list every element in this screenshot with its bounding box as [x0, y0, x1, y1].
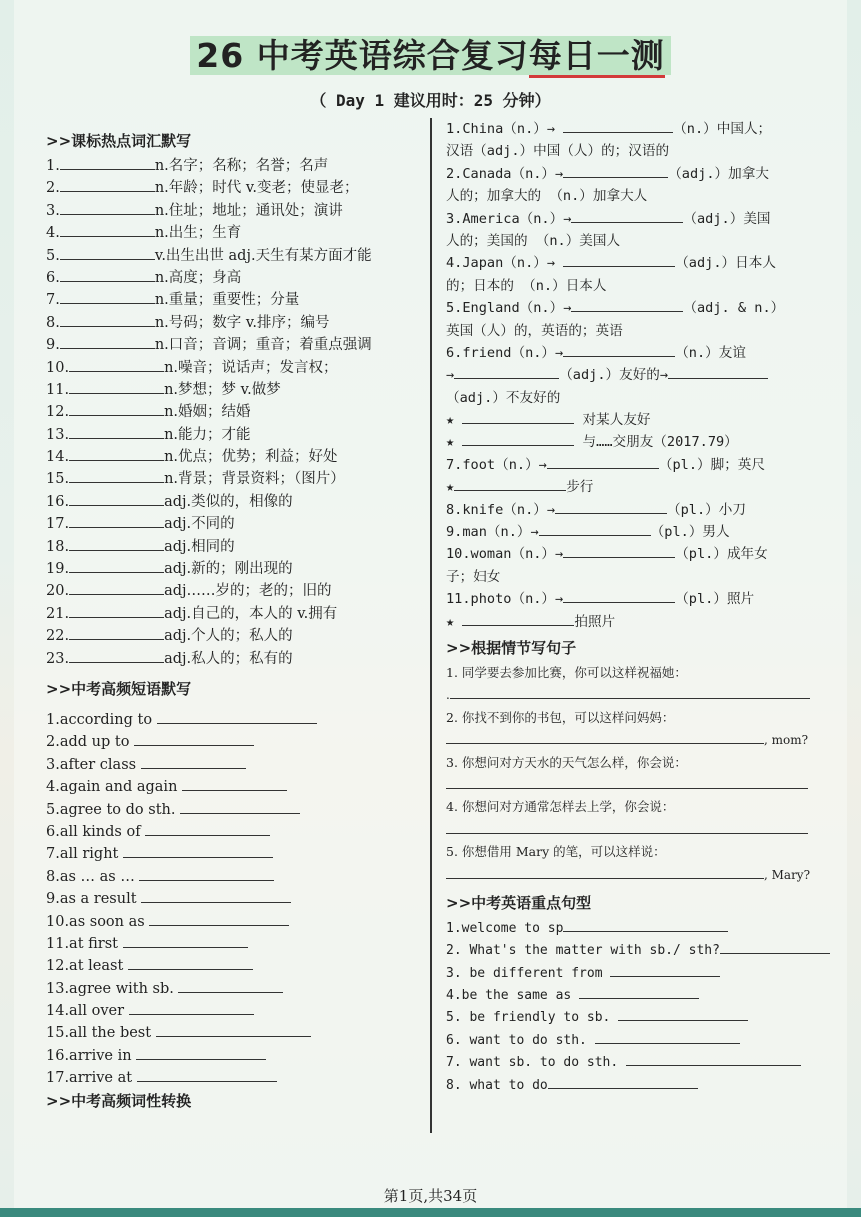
- answer-blank[interactable]: [454, 364, 559, 379]
- phrase-text: 8.as … as …: [46, 868, 140, 885]
- item-number: 15.: [46, 471, 70, 488]
- answer-blank[interactable]: [69, 625, 164, 640]
- phrase-text: 12.at least: [46, 958, 128, 975]
- line-text: （adj.）日本人: [675, 255, 776, 272]
- item-definition: adj.类似的，相像的: [164, 493, 293, 510]
- word-form-list: [446, 118, 846, 633]
- item-definition: n.优点；优势；利益；好处: [164, 449, 338, 466]
- item-number: 22.: [46, 628, 70, 645]
- answer-blank[interactable]: [618, 1006, 748, 1021]
- vocab-item: [46, 513, 421, 535]
- answer-blank[interactable]: [60, 245, 155, 260]
- item-definition: n.噪音；说话声；发言权；: [164, 359, 338, 376]
- question-prompt: 4. 你想问对方通常怎样去上学，你会说：: [446, 799, 675, 815]
- phrase-text: 11.at first: [46, 935, 123, 952]
- line-text: 汉语（adj.）中国（人）的；汉语的: [446, 143, 670, 160]
- item-definition: n.名字；名称；名誉；名声: [154, 158, 329, 174]
- vocab-item: [46, 580, 421, 602]
- answer-blank[interactable]: [462, 611, 574, 626]
- answer-blank[interactable]: [69, 379, 164, 394]
- word-form-line: [446, 387, 846, 409]
- item-number: 19.: [46, 561, 70, 578]
- answer-blank[interactable]: [446, 774, 808, 789]
- phrase-text: 15.all the best: [46, 1025, 156, 1042]
- line-text: 人的；加拿大的 （n.）加拿大人: [446, 188, 648, 205]
- item-definition: adj……岁的；老的；旧的: [164, 583, 332, 600]
- answer-blank[interactable]: [136, 1045, 266, 1060]
- answer-blank[interactable]: [69, 536, 164, 551]
- item-number: 17.: [46, 516, 70, 533]
- question-prompt: 3. 你想问对方天水的天气怎么样，你会说：: [446, 754, 687, 770]
- item-number: 13.: [46, 426, 70, 443]
- answer-blank[interactable]: [548, 1074, 698, 1089]
- line-text: （adj.）友好的→: [559, 367, 669, 384]
- phrase-item: [46, 866, 421, 888]
- pattern-item: [446, 1029, 846, 1051]
- phrase-item: [46, 1022, 421, 1044]
- line-text: 8.knife（n.）→: [446, 501, 556, 518]
- line-text: （adj.）美国: [683, 210, 771, 227]
- answer-blank[interactable]: [563, 342, 675, 357]
- phrase-list: [46, 709, 421, 1090]
- answer-blank[interactable]: [462, 409, 574, 424]
- phrase-item: [46, 821, 421, 843]
- item-number: 4.: [46, 225, 60, 242]
- answer-blank[interactable]: [137, 1067, 277, 1082]
- bottom-strip: [0, 1208, 861, 1217]
- word-form-line: [446, 409, 846, 431]
- answer-blank[interactable]: [128, 955, 253, 970]
- answer-blank[interactable]: [69, 603, 164, 618]
- vocab-item: [46, 468, 421, 490]
- section-title-phrases: >>中考高频短语默写: [46, 679, 192, 698]
- phrase-item: [46, 1045, 421, 1067]
- line-text: （adj. & n.）: [683, 300, 785, 317]
- answer-blank[interactable]: [563, 917, 728, 932]
- item-number: 5.: [46, 247, 60, 264]
- phrase-item: [46, 709, 421, 731]
- word-form-line: [446, 476, 846, 498]
- answer-blank[interactable]: [571, 208, 683, 223]
- item-number: 20.: [46, 583, 70, 600]
- phrase-text: 16.arrive in: [46, 1047, 137, 1064]
- vocab-item: [46, 424, 421, 446]
- word-form-line: [446, 320, 846, 342]
- pattern-text: 3. be different from: [446, 965, 611, 981]
- phrase-text: 10.as soon as: [46, 913, 150, 930]
- word-form-line: [446, 543, 846, 565]
- answer-line: [446, 774, 846, 796]
- answer-blank[interactable]: [610, 962, 720, 977]
- line-text: 2.Canada（n.）→: [446, 165, 564, 182]
- answer-blank[interactable]: [141, 754, 246, 769]
- answer-blank[interactable]: [555, 499, 667, 514]
- line-text: 10.woman（n.）→: [446, 546, 564, 563]
- left-column: [46, 128, 421, 1115]
- phrase-text: 4.again and again: [46, 779, 183, 796]
- answer-blank[interactable]: [141, 888, 291, 903]
- line-text: 9.man（n.）→: [446, 524, 539, 541]
- vocab-item: [46, 312, 421, 334]
- item-number: 12.: [46, 404, 70, 421]
- phrase-item: [46, 911, 421, 933]
- word-form-line: [446, 342, 846, 364]
- answer-blank[interactable]: [563, 588, 675, 603]
- pattern-text: 2. What's the matter with sb./ sth?: [446, 943, 720, 959]
- pattern-item: [446, 1006, 846, 1028]
- answer-blank[interactable]: [462, 431, 574, 446]
- line-text: （adj.）不友好的: [446, 389, 561, 406]
- line-text: 对某人友好: [574, 412, 651, 429]
- answer-lead: .: [446, 688, 450, 703]
- word-form-line: [446, 521, 846, 543]
- answer-blank[interactable]: [720, 939, 830, 954]
- answer-blank[interactable]: [69, 357, 164, 372]
- pattern-item: [446, 1051, 846, 1073]
- answer-blank[interactable]: [563, 163, 668, 178]
- answer-blank[interactable]: [446, 729, 764, 744]
- answer-line: [446, 729, 846, 751]
- item-definition: n.背景；背景资料；（图片）: [164, 471, 345, 488]
- item-definition: n.口音；音调；重音；着重点强调: [154, 337, 372, 354]
- line-text: 与……交朋友（2017.79）: [574, 434, 738, 451]
- phrase-text: 7.all right: [46, 846, 123, 863]
- answer-blank[interactable]: [134, 731, 254, 746]
- answer-blank[interactable]: [446, 864, 764, 879]
- phrase-text: 13.agree with sb.: [46, 980, 179, 997]
- answer-blank[interactable]: [69, 468, 164, 483]
- line-text: （n.）友谊: [675, 344, 746, 361]
- line-text: （pl.）照片: [675, 591, 755, 608]
- section-title-sentences: >>根据情节写句子: [446, 638, 577, 657]
- item-definition: n.婚姻；结婚: [164, 404, 251, 421]
- answer-tail: , Mary?: [764, 867, 811, 882]
- phrase-item: [46, 776, 421, 798]
- answer-blank[interactable]: [563, 252, 675, 267]
- answer-blank[interactable]: [60, 334, 155, 349]
- item-definition: n.梦想；梦 v.做梦: [164, 381, 281, 398]
- word-form-line: [446, 364, 846, 386]
- section-title-word-forms: >>中考高频词性转换: [46, 1091, 192, 1110]
- line-text: 人的；美国的 （n.）美国人: [446, 232, 621, 249]
- item-definition: n.高度；身高: [154, 269, 242, 286]
- question-prompt: 1. 同学要去参加比赛，你可以这样祝福她：: [446, 664, 687, 680]
- item-definition: n.重量；重要性；分量: [154, 292, 300, 309]
- item-definition: adj.新的；刚出现的: [164, 561, 293, 578]
- phrase-text: 14.all over: [46, 1003, 129, 1020]
- vocabulary-list: [46, 155, 421, 670]
- sentence-pattern-list: [446, 917, 846, 1096]
- vocab-item: [46, 200, 421, 222]
- answer-blank[interactable]: [563, 543, 675, 558]
- phrase-item: [46, 955, 421, 977]
- vocab-item: [46, 603, 421, 625]
- item-number: 1.: [46, 158, 60, 174]
- vocab-item: [46, 536, 421, 558]
- item-definition: adj.自己的，本人的 v.拥有: [164, 605, 338, 622]
- word-form-line: [446, 431, 846, 453]
- answer-blank[interactable]: [454, 476, 566, 491]
- column-divider: [430, 118, 432, 1133]
- phrase-item: [46, 1067, 421, 1089]
- line-text: （adj.）加拿大: [668, 165, 769, 182]
- vocab-item: [46, 379, 421, 401]
- item-definition: n.能力；才能: [164, 426, 251, 443]
- answer-blank[interactable]: [69, 424, 164, 439]
- phrase-item: [46, 978, 421, 1000]
- answer-blank[interactable]: [668, 364, 768, 379]
- answer-blank[interactable]: [178, 978, 283, 993]
- pattern-item: [446, 962, 846, 984]
- phrase-item: [46, 754, 421, 776]
- word-form-line: [446, 208, 846, 230]
- word-form-line: [446, 566, 846, 588]
- answer-blank[interactable]: [60, 312, 155, 327]
- answer-blank[interactable]: [626, 1051, 801, 1066]
- line-text: 的；日本的 （n.）日本人: [446, 277, 607, 294]
- phrase-text: 9.as a result: [46, 891, 142, 908]
- item-definition: n.号码；数字 v.排序；编号: [154, 314, 330, 331]
- question-prompt: 2. 你找不到你的书包，可以这样问妈妈：: [446, 709, 675, 725]
- item-number: 9.: [46, 337, 60, 354]
- pattern-item: [446, 984, 846, 1006]
- answer-blank[interactable]: [123, 933, 248, 948]
- pattern-item: [446, 917, 846, 939]
- item-definition: n.住址；地址；通讯处；演讲: [154, 202, 343, 219]
- answer-blank[interactable]: [182, 776, 287, 791]
- phrase-item: [46, 799, 421, 821]
- phrase-text: 1.according to: [46, 711, 157, 728]
- vocab-item: [46, 177, 421, 199]
- answer-blank[interactable]: [60, 222, 155, 237]
- word-form-line: [446, 588, 846, 610]
- answer-line: [446, 684, 846, 706]
- phrase-item: [46, 888, 421, 910]
- line-text: 步行: [566, 479, 594, 496]
- answer-blank[interactable]: [60, 267, 155, 282]
- line-text: 1.China（n.）→: [446, 121, 564, 137]
- answer-blank[interactable]: [595, 1029, 740, 1044]
- item-number: 14.: [46, 449, 70, 466]
- answer-blank[interactable]: [157, 709, 317, 724]
- word-form-line: [446, 230, 846, 252]
- vocab-item: [46, 401, 421, 423]
- pattern-item: [446, 939, 846, 961]
- vocab-item: [46, 491, 421, 513]
- line-text: ★: [446, 412, 463, 429]
- pattern-text: 5. be friendly to sb.: [446, 1010, 619, 1026]
- line-text: 拍照片: [574, 613, 616, 630]
- phrase-text: 5.agree to do sth.: [46, 801, 181, 818]
- answer-blank[interactable]: [60, 200, 155, 215]
- item-number: 7.: [46, 292, 60, 309]
- word-form-line: [446, 454, 846, 476]
- answer-blank[interactable]: [571, 297, 683, 312]
- answer-blank[interactable]: [69, 580, 164, 595]
- item-definition: adj.个人的；私人的: [164, 628, 293, 645]
- vocab-item: [46, 648, 421, 670]
- item-definition: adj.私人的；私有的: [164, 650, 293, 667]
- answer-blank[interactable]: [69, 446, 164, 461]
- page-title: [0, 30, 861, 77]
- item-number: 2.: [46, 180, 60, 197]
- right-column: [446, 118, 846, 1096]
- vocab-item: [46, 558, 421, 580]
- answer-blank[interactable]: [145, 821, 270, 836]
- item-number: 6.: [46, 269, 60, 286]
- item-definition: n.出生；生育: [154, 225, 242, 242]
- section-title-sentence-patterns: >>中考英语重点句型: [446, 893, 592, 912]
- item-number: 8.: [46, 314, 60, 331]
- vocab-item: [46, 267, 421, 289]
- page-subtitle: （ Day 1 建议用时：25 分钟）: [310, 91, 551, 110]
- title-main: 26 中考英语综合复习每日一测: [190, 36, 670, 75]
- phrase-text: 3.after class: [46, 756, 141, 773]
- answer-blank[interactable]: [156, 1022, 311, 1037]
- answer-blank[interactable]: [446, 819, 808, 834]
- word-form-line: [446, 297, 846, 319]
- item-number: 10.: [46, 359, 70, 376]
- vocab-item: [46, 155, 421, 177]
- vocab-item: [46, 222, 421, 244]
- pattern-text: 1.welcome to sp: [446, 920, 564, 936]
- item-number: 21.: [46, 605, 70, 622]
- line-text: 英国（人）的，英语的；英语: [446, 322, 623, 339]
- phrase-text: 2.add up to: [46, 734, 135, 751]
- answer-blank[interactable]: [139, 866, 274, 881]
- item-number: 23.: [46, 650, 70, 667]
- pattern-text: 4.be the same as: [446, 988, 580, 1004]
- line-text: ★: [446, 434, 463, 451]
- line-text: 3.America（n.）→: [446, 210, 572, 227]
- item-number: 18.: [46, 538, 70, 555]
- answer-tail: , mom?: [764, 733, 809, 748]
- word-form-line: [446, 118, 846, 140]
- phrase-item: [46, 933, 421, 955]
- line-text: 5.England（n.）→: [446, 300, 572, 317]
- word-form-line: [446, 275, 846, 297]
- answer-blank[interactable]: [69, 401, 164, 416]
- answer-blank[interactable]: [129, 1000, 254, 1015]
- word-form-line: [446, 252, 846, 274]
- item-definition: n.年龄；时代 v.变老；使显老；: [154, 180, 359, 197]
- vocab-item: [46, 357, 421, 379]
- pattern-text: 7. want sb. to do sth.: [446, 1055, 627, 1071]
- vocab-item: [46, 446, 421, 468]
- item-number: 3.: [46, 202, 60, 219]
- word-form-line: [446, 611, 846, 633]
- answer-blank[interactable]: [149, 911, 289, 926]
- line-text: （pl.）脚；英尺: [658, 456, 765, 473]
- item-number: 16.: [46, 493, 70, 510]
- phrase-text: 6.all kinds of: [46, 823, 146, 840]
- question-prompt: 5. 你想借用 Mary 的笔，可以这样说：: [446, 844, 666, 860]
- phrase-item: [46, 1000, 421, 1022]
- line-text: ★: [446, 613, 463, 630]
- pattern-text: 8. what to do: [446, 1077, 548, 1093]
- item-number: 11.: [46, 381, 70, 398]
- line-text: 子；妇女: [446, 568, 501, 585]
- word-form-line: [446, 140, 846, 162]
- line-text: （pl.）小刀: [667, 501, 746, 518]
- item-definition: adj.不同的: [164, 516, 235, 533]
- word-form-line: [446, 163, 846, 185]
- vocab-item: [46, 289, 421, 311]
- answer-blank[interactable]: [180, 799, 300, 814]
- answer-blank[interactable]: [60, 289, 155, 304]
- answer-blank[interactable]: [547, 454, 659, 469]
- answer-line: [446, 819, 846, 841]
- answer-blank[interactable]: [60, 155, 155, 170]
- line-text: （n.）中国人；: [673, 121, 772, 137]
- word-form-line: [446, 499, 846, 521]
- sentence-writing-list: [446, 662, 846, 886]
- phrase-item: [46, 731, 421, 753]
- answer-blank[interactable]: [69, 513, 164, 528]
- pattern-text: 6. want to do sth.: [446, 1032, 595, 1048]
- answer-blank[interactable]: [539, 521, 651, 536]
- line-text: ★: [446, 479, 455, 496]
- phrase-item: [46, 843, 421, 865]
- vocab-item: [46, 245, 421, 267]
- answer-blank[interactable]: [450, 684, 810, 699]
- section-title-vocabulary: >>课标热点词汇默写: [46, 132, 192, 150]
- line-text: 11.photo（n.）→: [446, 591, 564, 608]
- item-definition: adj.相同的: [164, 538, 235, 555]
- answer-blank[interactable]: [69, 648, 164, 663]
- line-text: 4.Japan（n.）→: [446, 255, 564, 272]
- line-text: →: [446, 367, 455, 384]
- answer-blank[interactable]: [69, 491, 164, 506]
- line-text: 6.friend（n.）→: [446, 344, 564, 361]
- answer-blank[interactable]: [123, 843, 273, 858]
- item-definition: v.出生出世 adj.天生有某方面才能: [154, 247, 372, 264]
- page-footer: 第1页,共34页: [383, 1187, 478, 1205]
- vocab-item: [46, 625, 421, 647]
- line-text: （pl.）成年女: [675, 546, 768, 563]
- answer-blank[interactable]: [69, 558, 164, 573]
- answer-blank[interactable]: [579, 984, 699, 999]
- answer-blank[interactable]: [60, 177, 155, 192]
- vocab-item: [46, 334, 421, 356]
- answer-line: [446, 864, 846, 886]
- answer-blank[interactable]: [563, 118, 673, 133]
- pattern-item: [446, 1074, 846, 1096]
- line-text: （pl.）男人: [650, 524, 730, 541]
- word-form-line: [446, 185, 846, 207]
- line-text: 7.foot（n.）→: [446, 456, 547, 473]
- phrase-text: 17.arrive at: [46, 1070, 137, 1087]
